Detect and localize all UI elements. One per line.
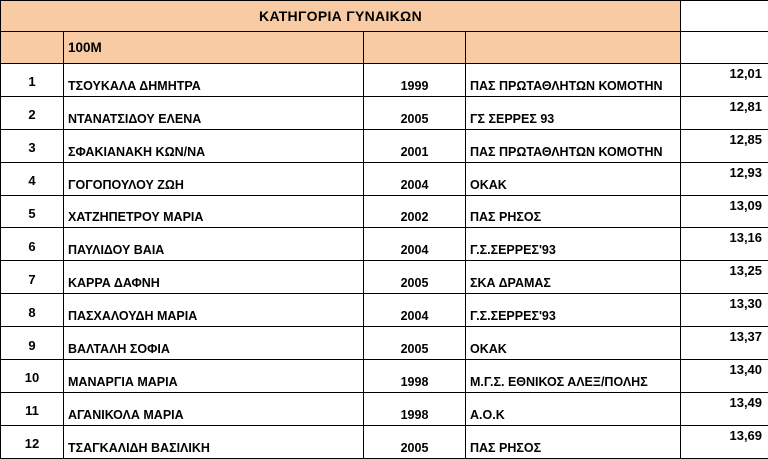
result-row <box>1 64 768 97</box>
birth-year-cell[interactable]: 2001 <box>364 129 466 162</box>
club-cell[interactable]: ΠΑΣ ΡΗΣΟΣ <box>466 425 681 458</box>
athlete-name-cell[interactable]: ΤΣΟΥΚΑΛΑ ΔΗΜΗΤΡΑ <box>64 64 364 97</box>
birth-year-cell[interactable]: 2005 <box>364 327 466 360</box>
category-title[interactable]: ΚΑΤΗΓΟΡΙΑ ΓΥΝΑΙΚΩΝ <box>1 1 681 32</box>
birth-year-cell[interactable]: 1999 <box>364 64 466 97</box>
athlete-name-cell[interactable]: ΝΤΑΝΑΤΣΙΔΟΥ ΕΛΕΝΑ <box>64 96 364 129</box>
birth-year-cell[interactable]: 2004 <box>364 228 466 261</box>
time-cell[interactable]: 13,25 <box>681 261 768 294</box>
empty-cell[interactable] <box>681 1 768 32</box>
result-row <box>1 129 768 162</box>
time-cell[interactable]: 12,85 <box>681 129 768 162</box>
birth-year-cell[interactable]: 2002 <box>364 195 466 228</box>
club-cell[interactable]: ΣΚΑ ΔΡΑΜΑΣ <box>466 261 681 294</box>
event-name[interactable]: 100Μ <box>64 32 364 64</box>
club-cell[interactable]: ΓΣ ΣΕΡΡΕΣ 93 <box>466 96 681 129</box>
rank-cell[interactable]: 11 <box>1 392 64 425</box>
rank-cell[interactable]: 8 <box>1 294 64 327</box>
event-row <box>1 32 768 64</box>
club-cell[interactable]: Γ.Σ.ΣΕΡΡΕΣ'93 <box>466 228 681 261</box>
rank-cell[interactable]: 7 <box>1 261 64 294</box>
birth-year-cell[interactable]: 2004 <box>364 162 466 195</box>
club-cell[interactable]: Α.Ο.Κ <box>466 392 681 425</box>
time-cell[interactable]: 13,69 <box>681 425 768 458</box>
club-cell[interactable]: ΟΚΑΚ <box>466 162 681 195</box>
result-row <box>1 327 768 360</box>
rank-cell[interactable]: 3 <box>1 129 64 162</box>
club-cell[interactable]: ΠΑΣ ΠΡΩΤΑΘΛΗΤΩΝ ΚΟΜΟΤΗΝ <box>466 129 681 162</box>
empty-cell[interactable] <box>466 32 681 64</box>
athlete-name-cell[interactable]: ΒΑΛΤΑΛΗ ΣΟΦΙΑ <box>64 327 364 360</box>
result-row <box>1 261 768 294</box>
rank-cell[interactable]: 2 <box>1 96 64 129</box>
athlete-name-cell[interactable]: ΤΣΑΓΚΑΛΙΔΗ ΒΑΣΙΛΙΚΗ <box>64 425 364 458</box>
result-row <box>1 96 768 129</box>
birth-year-cell[interactable]: 2005 <box>364 425 466 458</box>
club-cell[interactable]: Γ.Σ.ΣΕΡΡΕΣ'93 <box>466 294 681 327</box>
birth-year-cell[interactable]: 1998 <box>364 360 466 393</box>
rank-cell[interactable]: 1 <box>1 64 64 97</box>
birth-year-cell[interactable]: 2004 <box>364 294 466 327</box>
result-row <box>1 228 768 261</box>
time-cell[interactable]: 12,93 <box>681 162 768 195</box>
time-cell[interactable]: 13,49 <box>681 392 768 425</box>
empty-cell[interactable] <box>364 32 466 64</box>
club-cell[interactable]: ΠΑΣ ΠΡΩΤΑΘΛΗΤΩΝ ΚΟΜΟΤΗΝ <box>466 64 681 97</box>
club-cell[interactable]: ΠΑΣ ΡΗΣΟΣ <box>466 195 681 228</box>
birth-year-cell[interactable]: 2005 <box>364 261 466 294</box>
athlete-name-cell[interactable]: ΠΑΥΛΙΔΟΥ ΒΑΙΑ <box>64 228 364 261</box>
time-cell[interactable]: 13,09 <box>681 195 768 228</box>
result-row <box>1 195 768 228</box>
athlete-name-cell[interactable]: ΧΑΤΖΗΠΕΤΡΟΥ ΜΑΡΙΑ <box>64 195 364 228</box>
time-cell[interactable]: 13,40 <box>681 360 768 393</box>
rank-cell[interactable]: 10 <box>1 360 64 393</box>
time-cell[interactable]: 13,37 <box>681 327 768 360</box>
time-cell[interactable]: 12,01 <box>681 64 768 97</box>
athlete-name-cell[interactable]: ΚΑΡΡΑ ΔΑΦΝΗ <box>64 261 364 294</box>
empty-cell[interactable] <box>681 32 768 64</box>
birth-year-cell[interactable]: 2005 <box>364 96 466 129</box>
empty-cell[interactable] <box>1 32 64 64</box>
club-cell[interactable]: Μ.Γ.Σ. ΕΘΝΙΚΟΣ ΑΛΕΞ/ΠΟΛΗΣ <box>466 360 681 393</box>
rank-cell[interactable]: 5 <box>1 195 64 228</box>
time-cell[interactable]: 13,30 <box>681 294 768 327</box>
rank-cell[interactable]: 9 <box>1 327 64 360</box>
birth-year-cell[interactable]: 1998 <box>364 392 466 425</box>
category-title-row <box>1 1 768 32</box>
result-row <box>1 162 768 195</box>
club-cell[interactable]: ΟΚΑΚ <box>466 327 681 360</box>
rank-cell[interactable]: 12 <box>1 425 64 458</box>
athlete-name-cell[interactable]: ΜΑΝΑΡΓΙΑ ΜΑΡΙΑ <box>64 360 364 393</box>
athlete-name-cell[interactable]: ΣΦΑΚΙΑΝΑΚΗ ΚΩΝ/ΝΑ <box>64 129 364 162</box>
result-row <box>1 392 768 425</box>
athlete-name-cell[interactable]: ΑΓΑΝΙΚΟΛΑ ΜΑΡΙΑ <box>64 392 364 425</box>
result-row <box>1 294 768 327</box>
rank-cell[interactable]: 6 <box>1 228 64 261</box>
result-row <box>1 425 768 458</box>
rank-cell[interactable]: 4 <box>1 162 64 195</box>
time-cell[interactable]: 12,81 <box>681 96 768 129</box>
athlete-name-cell[interactable]: ΠΑΣΧΑΛΟΥΔΗ ΜΑΡΙΑ <box>64 294 364 327</box>
athlete-name-cell[interactable]: ΓΟΓΟΠΟΥΛΟΥ ΖΩΗ <box>64 162 364 195</box>
result-row <box>1 360 768 393</box>
time-cell[interactable]: 13,16 <box>681 228 768 261</box>
